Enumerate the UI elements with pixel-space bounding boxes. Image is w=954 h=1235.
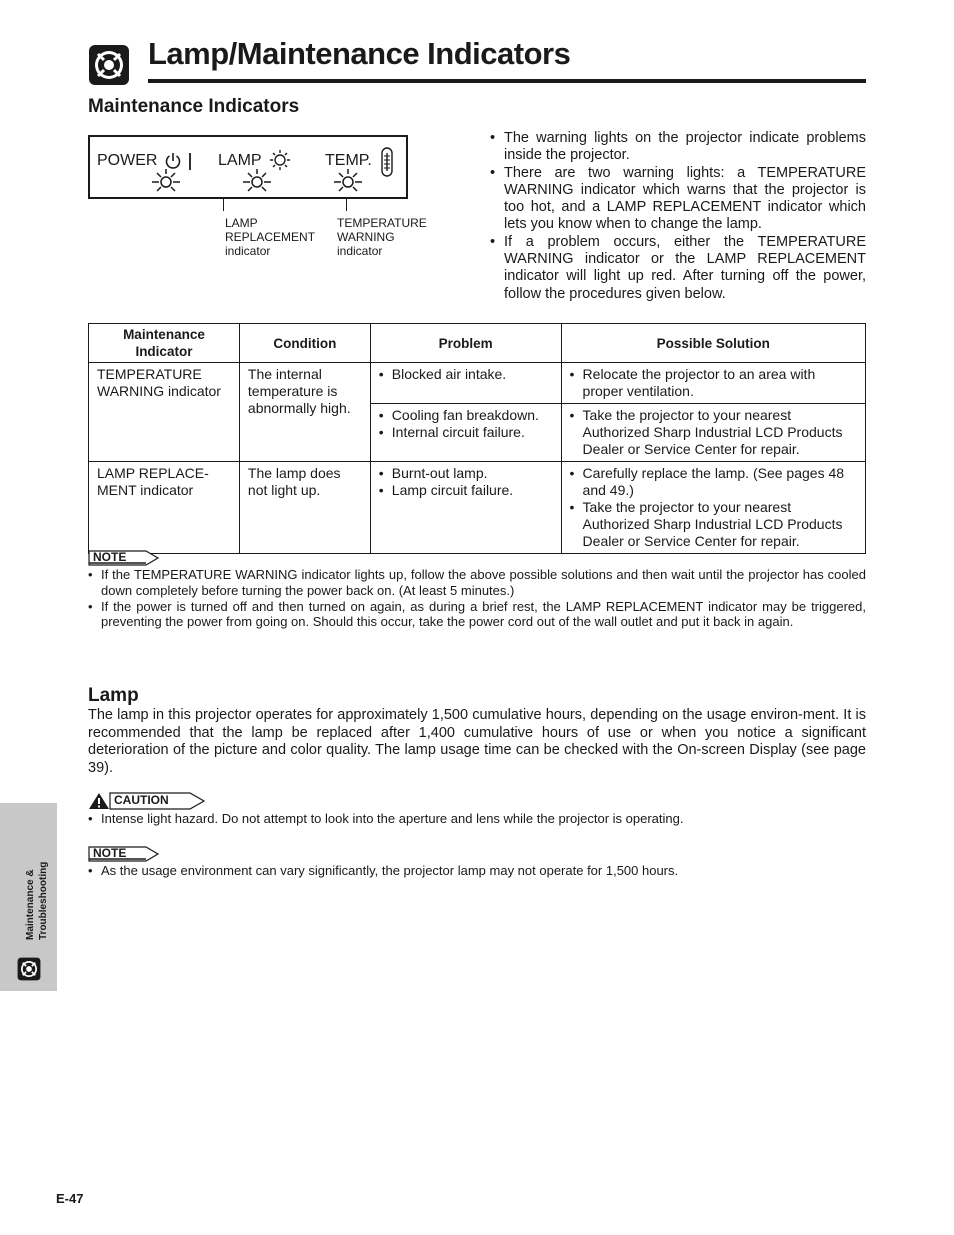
list-item: • Lamp circuit failure. — [379, 482, 553, 499]
lamp-callout-line — [223, 197, 224, 211]
side-tab-line2: Troubleshooting — [38, 861, 49, 940]
maintenance-table — [88, 323, 866, 554]
solution-cell — [561, 404, 865, 462]
list-item: • Take the projector to your nearest Authorized Sharp Industrial LCD Products Dealer or Service Center for repair. — [570, 499, 857, 550]
side-tab-label — [6, 826, 50, 942]
problem-cell — [370, 363, 561, 404]
solution-cell — [561, 363, 865, 404]
indicator-panel — [88, 135, 408, 199]
note-list — [88, 863, 866, 879]
list-item: • Blocked air intake. — [379, 366, 553, 383]
lamp-callout-caption: LAMP REPLACEMENT indicator — [225, 216, 316, 258]
condition-cell: The lamp does not light up. — [239, 462, 370, 554]
table-row — [89, 462, 866, 554]
list-item: • The warning lights on the projector indicate problems inside the projector. — [490, 130, 866, 165]
indicator-cell: TEMPERATURE WARNING indicator — [89, 363, 240, 462]
lamp-light-icon — [241, 169, 273, 195]
condition-cell: The internal temperature is abnormally high. — [239, 363, 370, 462]
caution-list — [88, 811, 866, 827]
note-badge — [88, 846, 160, 862]
list-item: • Cooling fan breakdown. — [379, 407, 553, 424]
solution-cell — [561, 462, 865, 554]
column-header: Condition — [239, 324, 370, 363]
section-title-maintenance: Maintenance Indicators — [88, 96, 300, 117]
list-item: • Take the projector to your nearest Authorized Sharp Industrial LCD Products Dealer or Service Center for repair. — [570, 407, 857, 458]
section-title-lamp: Lamp — [88, 685, 139, 706]
temp-callout-caption: TEMPERATURE WARNING indicator — [337, 216, 427, 258]
caution-badge — [88, 792, 206, 810]
list-item: • If the TEMPERATURE WARNING indicator lights up, follow the above possible solutions and then wait until the projector has cooled down completely before turning the power back on. (At least 5 minutes.) — [88, 567, 866, 599]
note-label: NOTE — [93, 846, 127, 860]
temp-label: TEMP. — [325, 152, 372, 169]
temp-light-icon — [332, 169, 364, 195]
lamp-paragraph: The lamp in this projector operates for approximately 1,500 cumulative hours, depending on the usage environ-ment. It is recommended that the lamp be replaced after 1,400 cumulative hours of use or when you notice a significant deterioration of the picture and color quality. The lamp usage time can be checked with the On-screen Display (see page 39). — [88, 707, 866, 776]
list-item: • Carefully replace the lamp. (See pages 48 and 49.) — [570, 465, 857, 499]
power-label: POWER — [97, 152, 158, 169]
power-icon — [164, 151, 194, 171]
column-header: Problem — [370, 324, 561, 363]
side-tab-line1: Maintenance & — [25, 869, 36, 940]
lifebuoy-icon — [17, 957, 41, 981]
column-header: Maintenance Indicator — [89, 324, 240, 363]
title-rule — [148, 79, 866, 83]
page-number: E-47 — [56, 1191, 84, 1206]
note-list — [88, 567, 866, 630]
problem-cell — [370, 462, 561, 554]
list-item: • There are two warning lights: a TEMPERATURE WARNING indicator which warns that the projector is too hot, and a LAMP REPLACEMENT indicator which lets you know when to change the lamp. — [490, 165, 866, 234]
list-item: • Intense light hazard. Do not attempt to look into the aperture and lens while the projector is operating. — [88, 811, 866, 827]
list-item: • Relocate the projector to an area with proper ventilation. — [570, 366, 857, 400]
note-badge — [88, 550, 160, 566]
power-light-icon — [150, 169, 182, 195]
list-item: • Burnt-out lamp. — [379, 465, 553, 482]
caution-label: CAUTION — [114, 793, 169, 807]
thermometer-icon — [380, 147, 394, 177]
page-title: Lamp/Maintenance Indicators — [148, 36, 571, 71]
temp-callout-line — [346, 197, 347, 211]
list-item: • If a problem occurs, either the TEMPERATURE WARNING indicator or the LAMP REPLACEMENT indicator will light up red. After turning off the power, follow the procedures given below. — [490, 234, 866, 303]
table-row — [89, 363, 866, 404]
problem-cell — [370, 404, 561, 462]
table-header-row — [89, 324, 866, 363]
list-item: • If the power is turned off and then turned on again, as during a brief rest, the LAMP REPLACEMENT indicator may be triggered, preventing the power from going on. Should this occur, take the power cord out of the wall outlet and put it back in again. — [88, 599, 866, 631]
indicator-cell: LAMP REPLACE-MENT indicator — [89, 462, 240, 554]
column-header: Possible Solution — [561, 324, 865, 363]
note-label: NOTE — [93, 550, 127, 564]
list-item: • As the usage environment can vary significantly, the projector lamp may not operate for 1,500 hours. — [88, 863, 866, 879]
list-item: • Internal circuit failure. — [379, 424, 553, 441]
intro-bullet-list — [490, 130, 866, 303]
lifebuoy-icon — [88, 44, 130, 86]
lamp-label: LAMP — [218, 152, 262, 169]
